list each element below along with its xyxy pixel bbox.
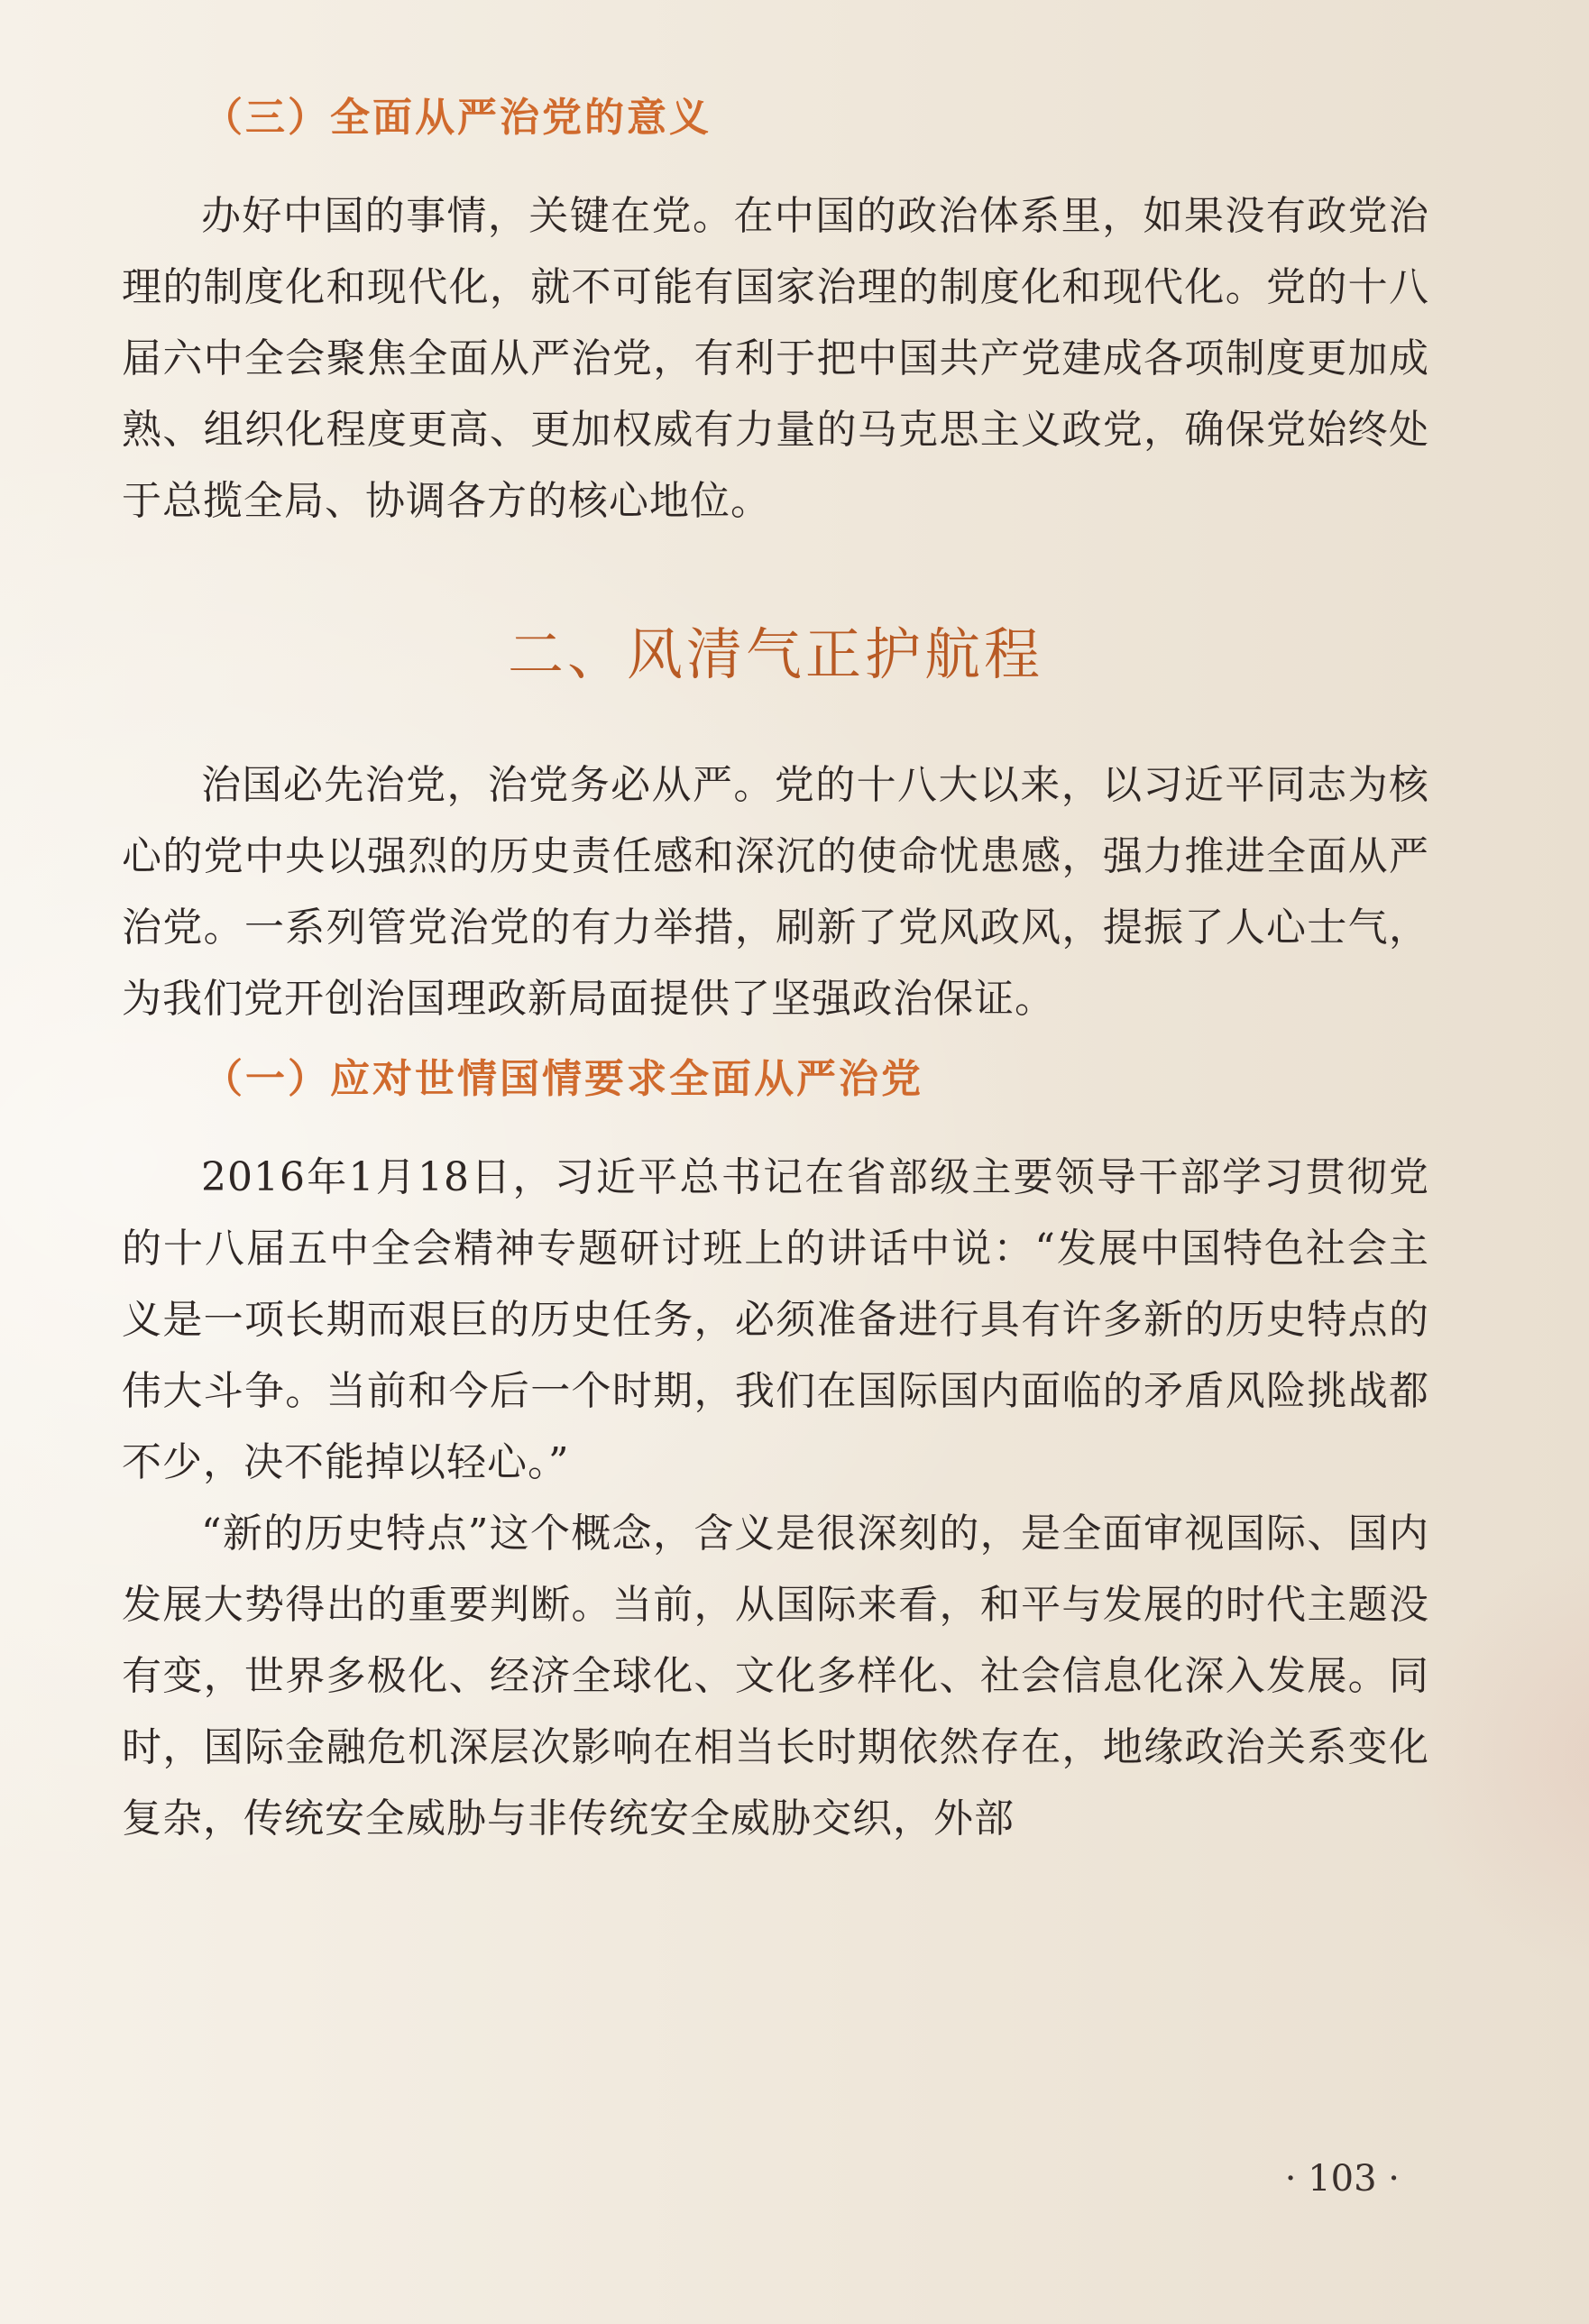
page-number: · 103 ·: [1284, 2158, 1400, 2200]
subheading-significance: （三）全面从严治党的意义: [203, 95, 712, 141]
paragraph-speech-quote: 2016年1月18日，习近平总书记在省部级主要领导干部学习贯彻党的十八届五中全会精神专题研讨班上的讲话中说：“发展中国特色社会主义是一项长期而艰巨的历史任务，必须准备进行具有许多新的历史特点的伟大斗争。当前和今后一个时期，我们在国际国内面临的矛盾风险挑战都不少，决不能掉以轻心。”: [122, 1153, 1429, 1485]
subheading-world-conditions: （一）应对世情国情要求全面从严治党: [203, 1056, 923, 1103]
section-title: 二、风清气正护航程: [507, 620, 1043, 687]
paragraph-party-governance: 办好中国的事情，关键在党。在中国的政治体系里，如果没有政党治理的制度化和现代化，就不可能有国家治理的制度化和现代化。党的十八届六中全会聚焦全面从严治党，有利于把中国共产党建成各项制度更加成熟、组织化程度更高、更加权威有力量的马克思主义政党，确保党始终处于总揽全局、协调各方的核心地位。: [122, 192, 1429, 524]
page-content: [122, 77, 1429, 1854]
paragraph-historical-features: “新的历史特点”这个概念，含义是很深刻的，是全面审视国际、国内发展大势得出的重要判断。当前，从国际来看，和平与发展的时代主题没有变，世界多极化、经济全球化、文化多样化、社会信息化深入发展。同时，国际金融危机深层次影响在相当长时期依然存在，地缘政治关系变化复杂，传统安全威胁与非传统安全威胁交织，外部: [122, 1510, 1429, 1842]
paragraph-strict-governance: 治国必先治党，治党务必从严。党的十八大以来，以习近平同志为核心的党中央以强烈的历史责任感和深沉的使命忧患感，强力推进全面从严治党。一系列管党治党的有力举措，刷新了党风政风，提振了人心士气，为我们党开创治国理政新局面提供了坚强政治保证。: [122, 762, 1429, 1023]
